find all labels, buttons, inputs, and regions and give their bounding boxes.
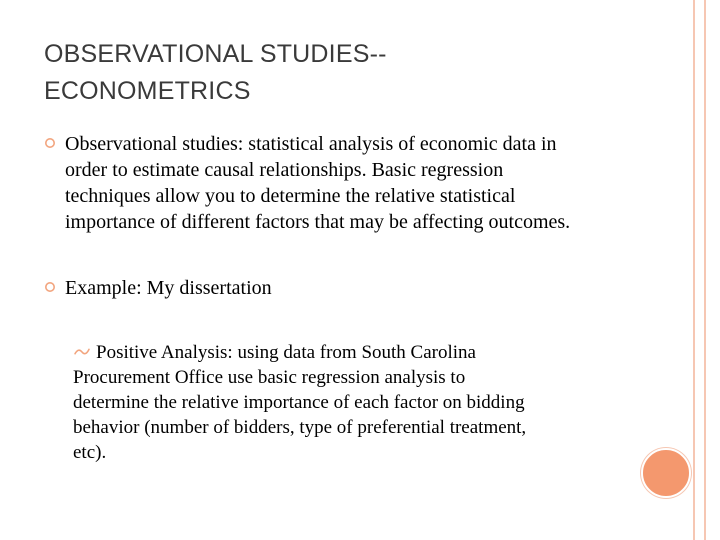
bullet-text-line: Procurement Office use basic regression analysis to xyxy=(73,367,466,388)
bullet-text-line: importance of different factors that may be affecting outcomes. xyxy=(65,211,571,233)
decorative-line xyxy=(704,0,706,540)
bullet-ring-icon xyxy=(44,137,60,153)
bullet-text-line: behavior (number of bidders, type of preferential treatment, xyxy=(73,417,527,438)
bullet-text-line: Example: My dissertation xyxy=(65,277,272,299)
decorative-circle xyxy=(641,448,691,498)
bullet-text-line: etc). xyxy=(73,442,107,463)
slide-title xyxy=(44,36,604,110)
bullet-text-line: techniques allow you to determine the relative statistical xyxy=(65,185,516,207)
title-line: ECONOMETRICS xyxy=(44,77,251,105)
bullet-ring-icon xyxy=(44,281,60,297)
bullet-text-line: order to estimate causal relationships. Basic regression xyxy=(65,159,504,181)
bullet-text-line: determine the relative importance of each factor on bidding xyxy=(73,392,525,413)
bullet-text-line: Positive Analysis: using data from South Carolina xyxy=(96,342,476,363)
bullet-text-line: Observational studies: statistical analysis of economic data in xyxy=(65,133,557,155)
decorative-line xyxy=(693,0,695,540)
title-line: OBSERVATIONAL STUDIES-- xyxy=(44,40,387,68)
